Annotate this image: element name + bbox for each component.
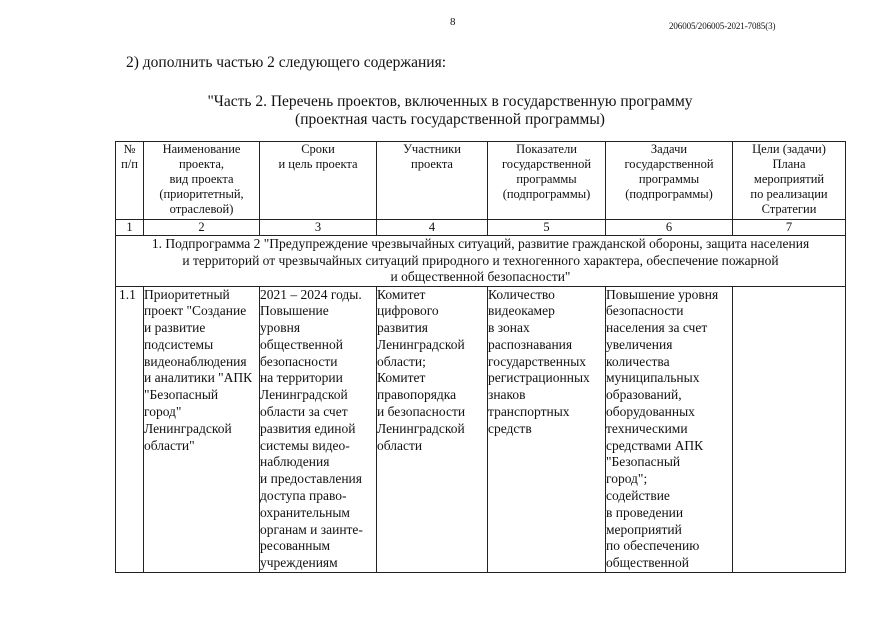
column-number: 7: [733, 220, 846, 236]
row-tasks: Повышение уровня безопасности населения за счет увеличения количества муниципальных образований, оборудованных техническими средствами АПК "Безопасный город"; содействие в проведении мероприятий по обеспечению общественной: [606, 286, 733, 573]
header-project-name: Наименование проекта, вид проекта (приоритетный, отраслевой): [144, 142, 260, 220]
projects-table: [115, 141, 846, 573]
header-strategy-goals: Цели (задачи) Плана мероприятий по реализации Стратегии: [733, 142, 846, 220]
header-timeline-goal: Сроки и цель проекта: [260, 142, 377, 220]
table-header-row: [116, 142, 846, 220]
row-participants: Комитет цифрового развития Ленинградской области; Комитет правопорядка и безопасности Ленинградской области: [377, 286, 488, 573]
row-strategy-goals: [733, 286, 846, 573]
column-number: 6: [606, 220, 733, 236]
header-tasks: Задачи государственной программы (подпрограммы): [606, 142, 733, 220]
header-number: № п/п: [116, 142, 144, 220]
section-heading: 1. Подпрограмма 2 "Предупреждение чрезвычайных ситуаций, развитие гражданской обороны, защита населения и территорий от чрезвычайных ситуаций природного и техногенного характера, обеспечение пожарной и общественной безопасности": [116, 236, 846, 287]
intro-line: 2) дополнить частью 2 следующего содержания:: [126, 54, 447, 71]
table-title-line-2: (проектная часть государственной программы): [295, 111, 605, 128]
column-number: 4: [377, 220, 488, 236]
header-participants: Участники проекта: [377, 142, 488, 220]
column-number: 5: [488, 220, 606, 236]
column-number: 1: [116, 220, 144, 236]
column-number: 2: [144, 220, 260, 236]
table-row: [116, 286, 846, 573]
table-title-line-1: "Часть 2. Перечень проектов, включенных в государственную программу: [207, 93, 693, 110]
page-number: 8: [450, 16, 456, 28]
row-indicators: Количество видеокамер в зонах распознавания государственных регистрационных знаков транспортных средств: [488, 286, 606, 573]
row-project: Приоритетный проект "Создание и развитие подсистемы видеонаблюдения и аналитики "АПК "Безопасный город" Ленинградской области": [144, 286, 260, 573]
row-number: 1.1: [116, 286, 144, 573]
column-number: 3: [260, 220, 377, 236]
column-number-row: [116, 220, 846, 236]
section-heading-row: [116, 236, 846, 287]
document-reference: 206005/206005-2021-7085(3): [669, 21, 776, 31]
header-indicators: Показатели государственной программы (подпрограммы): [488, 142, 606, 220]
row-timeline-goal: 2021 – 2024 годы. Повышение уровня общественной безопасности на территории Ленинградской области за счет развития единой системы видео- наблюдения и предоставления доступа право- охранительным органам и заинте- ресованным учреждениям: [260, 286, 377, 573]
